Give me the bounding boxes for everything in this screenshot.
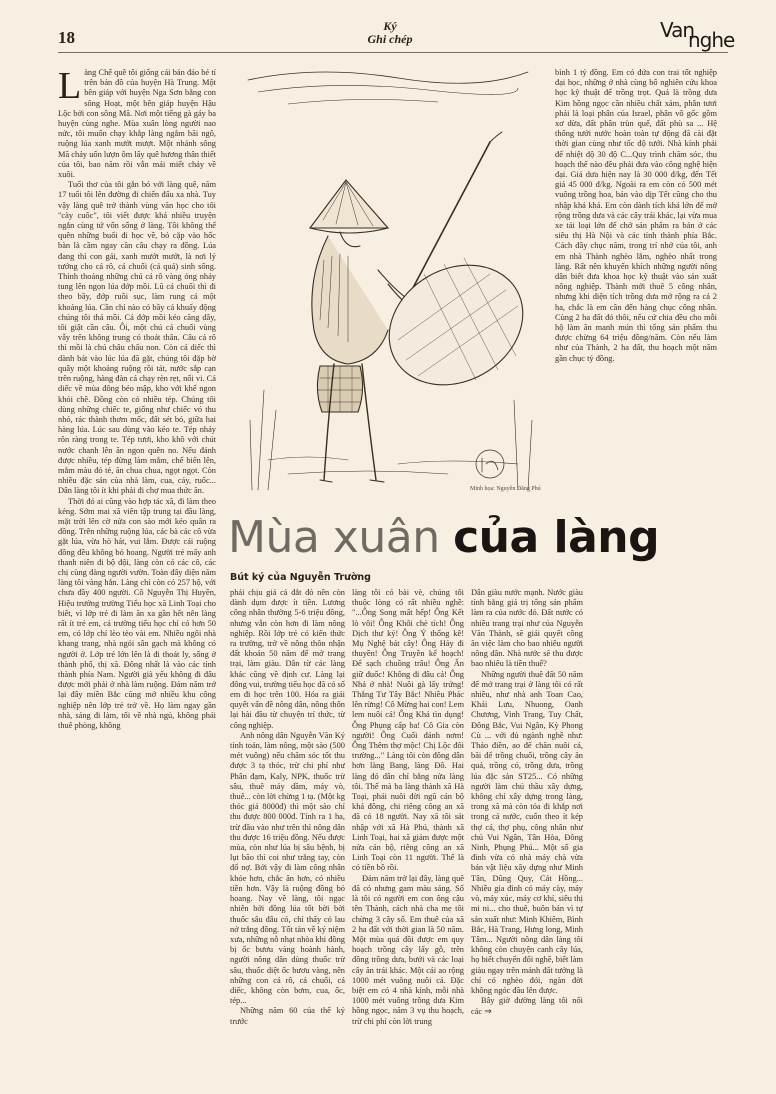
paragraph: Những năm 60 của thế kỷ trước — [230, 1006, 345, 1026]
paragraph: làng tôi có bài vè, chúng tôi thuộc lòng có rất nhiều nghề: "...Ông Song mất hếp! Ông Kết lò vôi! Ông Khôi chè tích! Ông Dịch thư ký! Ông Ý thống kê! Mụ Nghệ bát cây! Ông Hảy đi thuyền! Ông Truyền kế hoạch! Để sạch chuồng trâu! Ông Ấn giữ đuốc! Không đi đâu cả! Ông Nhả ở nhà! Nuôi gà lấy trứng! Thắng Tư Tây Bắc! Nhiều Phác lên rừng! Cô Mừng hai con! Lem lem nuôi cá! Ông Khả tìn dụng! Ông Phụng cấp ba! Cô Gia còn người! Ông Cuối đánh nơm! Ông Thêm thợ mộc! Chị Lộc đôi trường..." Làng tôi còn đông dân hơn làng Bang, làng Đô. Hai làng đó dân chỉ bằng nửa làng tôi. Thế mà ba làng thành xã Hà Toại, phải nuôi đời ngũ cán bộ khá đông, chi riêng công an xã đã có 18 người. Nay xã tôi sát nhập với xã Hà Phú, thành xã Linh Toại, hai xã giảm được một nửa cán bộ, riêng công an xã Linh Toại còn 11 người. Thế là có tiền bồ rồi. — [352, 588, 464, 873]
paragraph: Dân giàu nước mạnh. Nước giàu tính bằng giá trị tổng sản phẩm làm ra của nước đó. Đất nước có nhiều trang trại như của Nguyễn Văn Thành, sẽ giải quyết công ăn việc làm cho bao nhiêu người nông dân. Nhà nước sẽ thu được bao nhiêu là tiền thuế? — [471, 588, 583, 669]
article-column-bottom-3 — [471, 588, 583, 1063]
paragraph: phải chịu giá cả đắt đỏ nên còn dành dụm được ít tiền. Lương công nhân thường 5-6 triệu đồng, nhưng vẫn còn hơn đi làm nông nghiệp. Rồi lớp trẻ có kiến thức ra trường, trở về nông thôn nhận đất khoán 50 năm để mở trang trại, làm giàu. Dân từ các làng khác cũng về định cư. Làng lại đông vui, trường tiểu học đã có số em đi học trên 100. Hóa ra giải quyết vấn đề nông dân, nông thôn lại hài đầu từ chuyện trí thức, từ công nghiệp. — [230, 588, 345, 730]
paragraph: Đảm năm trở lại đây, làng quê đã có nhưng gam màu sáng. Số là tôi có người em con ông cậu tên Thành, cách nhà cha mẹ tôi chừng 3 cây số. Em thuê của xã 2 ha đất với thời gian là 50 năm. Một mùa quá đồi được em quy hoạch trồng cây lấy gỗ, trên đồng trồng dưa, bưởi và các loại cây ăn trái khác. Một cái ao rộng 1000 mét vuông nuôi cá. Đặc biệt em có 4 nhà kính, mỗi nhà 1000 mét vuông trồng dưa Kim hồng ngọc, năm 3 vụ thu hoạch, trừ chi phí còn lời trung — [352, 873, 464, 1026]
paragraph: Những người thuê đất 50 năm để mở trang trại ở làng tôi có rất nhiều, như nhà anh Toan Cao, Khải Lưu, Nhuong, Oanh Chương, Vinh Trang, Tuy Chất, Đông Bắc, Vui Ngân, Kỳ Phong Cù ... với đủ ngành nghề như: Thảo điền, ao để chăn nuôi cá, bãi để trồng chuối, trồng cây ăn quả, trồng cỏ, trồng dưa, trồng lúa đặc sản ST25... Có những người làm chủ thầu xây dựng, không chỉ xây dựng trong làng, trong xã mà còn tỏa đi khắp nơi trong cả nước, cuốn theo ít kép thợ cả, thợ phụ, công nhân như chủ Vui Ngân, Tân Hòa, Đông Ninh, Phụng Phú... Một số gia đình vừa có nhà máy chà vừa bán vật liệu xây dựng như Minh Tân, Dũng Quy, Cát Hồng... Nhiều gia đình có máy cày, máy vò, máy xúc, máy cơ khí, siêu thị mi ni... cho thuê, buôn bán vì tự sản xuất như: Minh Khiêm, Bình Bắc, Hà Trang, Hưng long, Minh Tâm... Người nông dân làng tôi không còn chuyện canh cây lúa, họ biết chuyển đổi nghề, biết làm giàu ngay trên mảnh đất tưởng là chỉ có nghèo đói, ngàn đời không ngóc đầu lên được. — [471, 669, 583, 995]
article-column-bottom-1 — [230, 588, 345, 1063]
magazine-logo — [660, 18, 740, 52]
page-number: 18 — [58, 28, 75, 47]
paragraph — [58, 68, 216, 180]
article-title — [228, 512, 728, 564]
paragraph: bình 1 tỷ đồng. Em có đứa con trai tốt nghiệp đại học, những ở nhà cùng bố nghiên cứu khoa học kỹ thuật để trồng trọt. Quả là trồng dưa Kim hồng ngọc cần nhiều chất xám, phân tươi phải là loại phân của Israel, phân vô gốc gồm xơ dừa, đất phân trùn quế, đất phù sa ... Hệ thống tưới nước hoàn toàn tự động đã cài đặt thời gian cùng như tốc độ tưới. Nhà kính phải để nhiệt độ 30 độ C...Quy trình chăm sóc, thu hoạch thế nào đều phải đưa vào công nghệ hiện đại. Giá dưa hiện nay là 30 000 đ/kg, đến Tết giá 45 000 đ/kg. Ngoài ra em còn có 500 mét vuông trồng hoa, bán vào dịp Tết cũng cho thu nhập khá khá. Em còn dành tích khá lớn để mở rộng trồng dưa và các cây trái khác, lại vừa mua xe tải loại lớn để chở sản phẩm ra bán ở các siêu thị Hà Nội và các tỉnh thành phía Bắc. Cách đây chục năm, trong trí nhớ của tôi, anh em nhà Thành nghèo lắm, nghèo nhất trong làng. Rất nên khuyến khích những người nông dân biết đưa khoa học kỹ thuật vào sản xuất nông nghiệp. Thành mới thuê 5 công nhân, nhưng khi diện tích trồng dưa mở rộng ra cả 2 ha, chắc là em cần đến hàng chục công nhân. Cùng 2 ha đất đó thôi, nếu cứ chia đều cho mỗi hộ làm ăn manh mún thì tổng sản phẩm thu được chừng 64 triệu đồng/năm. Còn nếu làm như của Thành, 2 ha đất, thu hoạch một năm gần chục tỷ đồng. — [555, 68, 717, 363]
paragraph: Tuổi thơ của tôi gắn bó với làng quê, năm 17 tuổi tôi lên đường đi chiến đấu xa nhà. Tuy vậy làng quê trở thành vùng văn học cho tôi "cày cuốc", tôi viết được khá nhiều truyện ngắn cùng tứ vốn sống ở làng. Tôi không thể quên những buổi đi học về, bỏ cặp vào hốc bàn là cầm ngay cần câu chạy ra đồng. Lúa đang thì con gái, xanh mướt mướt, là nơi lý tưởng cho cá rô, cá chuối (cá quả) sinh sống. Thỉnh thoảng những chú cá rô vàng óng nhảy tung lên ngọn lúa đớp mồi. Lũ cá chuối thì đi theo bầy, đớp ruồi sục, làm rung cả một khoảng lúa. Cần chỉ nào có bầy cá khuấy động chúng tôi thả mồi. Cá đớp mồi kéo căng dây, tôi giật cần câu. Ôi, một chú cá chuối vùng vẫy trên không trung có thoát thân. Câu cá rô thì mồi là chú châu chấu non. Còn cá diếc thì dành bát vào lúc lúa đã gặt, chúng tôi đặp bờ quây một khoảng ruộng rồi tát, nước sắp cạn trên ruộng, hàng đàn cá chạy rèn rẹt, nổi vi. Cá diếc về mùa đông béo mập, kho với khế ngon khỏi chê. Đồng còn có nhiều tép. Chúng tôi dùng những chiếc te, giống như chiếc vó thu nhỏ, rác thành thơm mốc, đất sét bó, giữa hai hàng lúa. Lúc sau dùng vào kéo te. Tép nhảy rôn ràng trong te. Tép tươi, kho khô với chút nước chanh lên ăn ngon quên no. Nếu đánh được nhiều, tép đừng làm mắm, chế biến lên, mắm màu đỏ tẻ, ăn chua chua, ngọt ngọt. Còn nhiều đặc sản của nhà làm, cua, cáy, ruốc... Dân làng tôi ít khi phải đi chợ mua thức ăn. — [58, 180, 216, 496]
title-part1: Mùa xuân — [228, 512, 440, 563]
article-column-bottom-2 — [352, 588, 464, 1063]
section-label-line1: Ký — [383, 19, 397, 33]
article-column-left — [58, 68, 216, 1063]
byline: Bút ký của Nguyễn Trường — [230, 572, 371, 583]
header-rule — [58, 52, 728, 53]
paragraph: Anh nông dân Nguyễn Văn Kỷ tỉnh toán, làm nông, một sào (500 mét vuông) nếu chăm sóc tốt thu được 3 tạ thóc, trừ chi phí như Phân đạm, Kaly, NPK, thuốc trừ sâu, thuê máy dầm, máy vò, thuê... còn lời chừng 1 tạ. (Một kg thóc giá 8000đ) thì một sào chỉ thu được 800 000đ. Tính ra 1 ha, trừ đầu vào như trên thì nông dân thu được 16 triệu đồng. Nếu được mùa, còn như lúa bị sâu bệnh, bị lụt bão thì coi như trắng tay, còn đổ nợ. Bởi vậy đi làm công nhân khỏe hơn, chắc ăn hơn, có nhiều tiền hơn. Vậy là ruộng đồng bỏ hoang. Nay về làng, tôi ngạc nhiên bởi đồng lúa tốt bời bời thuốc sâu đâu có, chỉ thấy cỏ lau nở trắng đồng. Tốt tàn về ký niệm xưa, những nỗ nhạt nhòa khi đồng bị ốc bươu vàng hoành hành, người nông dân dùng thuốc trừ sâu, thuốc diệt ốc bươu vàng, nên những con cá rô, cá chuối, cá diếc, không còn bơm, cua, ốc, tép... — [230, 730, 345, 1006]
illustration-caption: Minh họa: Nguyễn Đăng Phú — [470, 486, 541, 492]
drop-cap: L — [58, 68, 82, 107]
section-label-line2: Ghi chép — [367, 32, 413, 46]
title-part2: của làng — [453, 512, 660, 563]
logo-part1: Van — [660, 18, 695, 42]
paragraph — [471, 996, 583, 1017]
article-column-right-top — [555, 68, 717, 493]
paragraph-text: àng Chế quê tôi giống cái bán đảo bé tí trên bản đồ của huyện Hà Trung. Một bên giáp với huyện Nga Sơn bằng con sông Hoạt, một bên giáp huyện Hậu Lộc bởi con sông Mã. Nơi một tiếng gà gáy ba huyện cùng nghe. Mùa xuân lòng người nao nức, tôi muốn chạy khắp làng ngắm bãi ngô, ruộng lúa xanh mướt mượt. Một nhánh sông Mã chảy uốn lượn ôm lấy quê hương thân thiết của tôi, bao năm rồi vẫn mải miết chảy về xuôi. — [58, 68, 216, 180]
paragraph-text: Bây giờ đường làng tôi nối các — [471, 996, 583, 1017]
farmer-fishing-illustration — [228, 60, 546, 494]
section-label — [355, 20, 425, 46]
paragraph: Thời đó ai cũng vào hợp tác xã, đi làm theo kẻng. Sớm mai xã viên tập trung tại đầu làng, mặt trời lên cờ nửa con sào mới kéo quân ra đồng. Trên những ruộng lúa, các bà các cô vừa gặt lúa, vừa hò hát, vui lắm. Được cái ruộng đồng đều không bỏ hoang. Người trẻ mấy anh thanh niên đi bộ đội, làng còn có các cô, các chị cùng đàng người vườn. Toàn đây diện năm làng tôi vàng hắn. Làng chỉ còn có 257 hộ, với chưa đầy 400 người. Cô Nguyễn Thị Huyền, Hiệu trưởng trường Tiểu học xã Linh Toại cho biết, vì lớp trẻ đi làm ăn xa gần hết nên làng rất ít trẻ em, cả trường tiểu học chỉ có hơn 50 em, có lớp chỉ lèo tèo vài em. Nhiều ngôi nhà khang trang, nhà ngói sân gạch mà không có người ở. Lớp trẻ lớn lên là đi thoát ly, sống ở thành phố, thị xã. Đông nhất là vào các tỉnh thành phía Nam. Người già yếu không đi đâu được mới phải ở nhà làm ruộng. Đảm năm trở lại đây miền Bắc cũng mở nhiều khu công nghiệp nên lớp trẻ trở về. Họ làm ngay gần nhà, sáng đi làm, tối về nhà ngủ, không phải thuê phòng, không — [58, 496, 216, 730]
logo-part2: nghe — [688, 28, 735, 52]
continue-arrow-icon: ⇒ — [484, 1006, 492, 1017]
